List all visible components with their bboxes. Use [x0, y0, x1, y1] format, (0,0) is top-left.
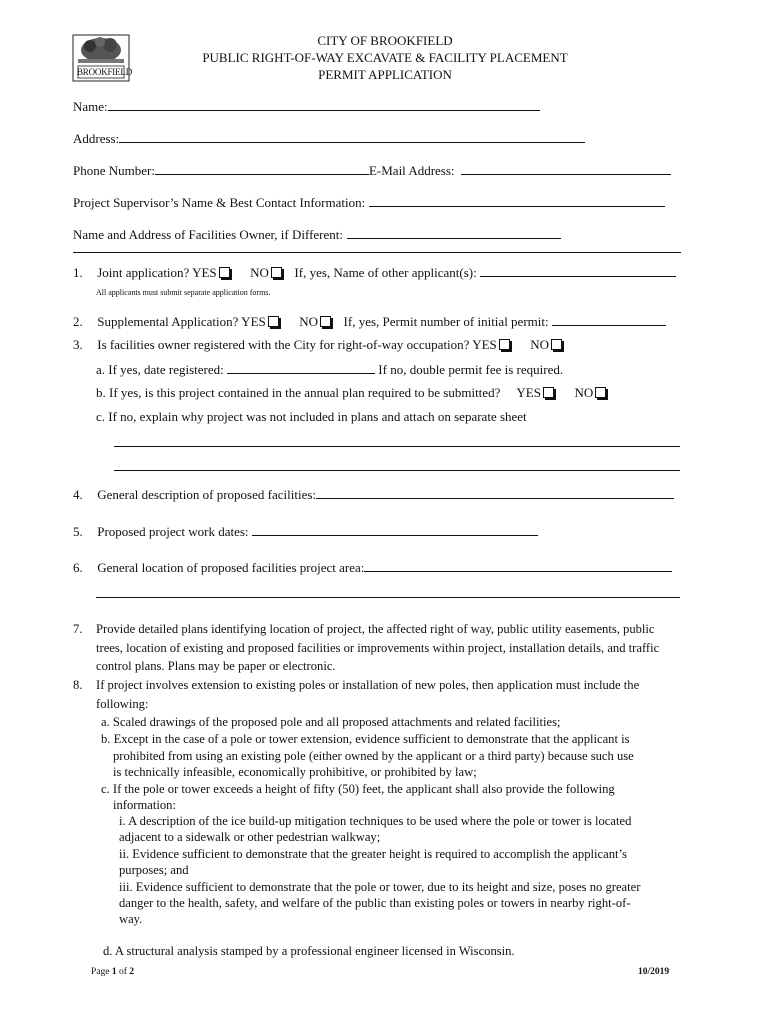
q3a-label: a. If yes, date registered: [96, 362, 224, 377]
name-row [73, 98, 540, 115]
q8ci-line-1: i. A description of the ice build-up mitigation techniques to be used where the pole or tower is located [119, 814, 632, 828]
q2-number: 2. [73, 314, 83, 329]
supervisor-field[interactable] [369, 194, 665, 207]
q1-label: Joint application? YES [97, 265, 217, 280]
q7-line-3: control plans. Plans may be paper or electronic. [96, 659, 336, 673]
q8cii-line-1: ii. Evidence sufficient to demonstrate that the greater height is required to accomplish the applicant’s [119, 847, 627, 861]
q3-yes-checkbox[interactable] [499, 339, 510, 350]
q3-no-checkbox[interactable] [551, 339, 562, 350]
q3b-yes-label: YES [516, 385, 541, 400]
q8ciii-line-2: danger to the health, safety, and welfare of the public than existing poles or towers in nearby right-of- [119, 896, 631, 910]
q8b-line-3: is technically infeasible, economically prohibitive, or prohibited by law; [113, 765, 477, 779]
q4-label: General description of proposed facilities: [97, 487, 317, 502]
q8d: d. A structural analysis stamped by a professional engineer licensed in Wisconsin. [103, 944, 515, 958]
logo-text: BROOKFIELD [77, 67, 133, 77]
page-of: of [118, 967, 127, 977]
q3b-yes-checkbox[interactable] [543, 387, 554, 398]
q7-line-2: trees, location of existing and proposed facilities or improvements within project, installation details, and traffic [96, 641, 660, 655]
q1-note: All applicants must submit separate application forms. [96, 288, 271, 297]
q3c-answer-line-1[interactable] [114, 446, 680, 447]
q2-label: Supplemental Application? YES [97, 314, 266, 329]
page-total: 2 [129, 967, 135, 977]
address-row [73, 130, 585, 147]
phone-label: Phone Number: [73, 163, 155, 178]
question-4 [73, 486, 674, 503]
q2-tail: If, yes, Permit number of initial permit: [343, 314, 549, 329]
question-3b [96, 385, 608, 401]
q1-no-label: NO [250, 265, 269, 280]
q6-number: 6. [73, 560, 83, 575]
question-3 [73, 337, 564, 353]
q6-label: General location of proposed facilities project area: [97, 560, 365, 575]
q8-number: 8. [73, 678, 83, 692]
owner-field[interactable] [347, 226, 561, 239]
q8-line-2: following: [96, 697, 149, 711]
q3-number: 3. [73, 337, 83, 352]
q8-line-1: If project involves extension to existing poles or installation of new poles, then application must include the [96, 678, 640, 692]
q3c-answer-line-2[interactable] [114, 470, 680, 471]
q8ciii-line-1: iii. Evidence sufficient to demonstrate that the pole or tower, due to its height and size, poses no greater [119, 880, 641, 894]
q7-number: 7. [73, 622, 83, 636]
q7-line-1: Provide detailed plans identifying location of project, the affected right of way, public utility easements, public [96, 622, 655, 636]
email-label: E-Mail Address: [368, 163, 455, 178]
q2-yes-checkbox[interactable] [268, 316, 279, 327]
question-2 [73, 313, 666, 330]
q3-no-label: NO [530, 337, 550, 352]
q3a-date-field[interactable] [227, 361, 375, 374]
phone-field[interactable] [155, 162, 369, 175]
q8b-line-1: b. Except in the case of a pole or tower extension, evidence sufficient to demonstrate that the applicant is [101, 732, 630, 746]
owner-row [73, 226, 561, 243]
q5-label: Proposed project work dates: [97, 524, 249, 539]
q3b-no-label: NO [574, 385, 594, 400]
q1-tail: If, yes, Name of other applicant(s): [294, 265, 477, 280]
page-number: 1 [111, 967, 117, 977]
address-label: Address: [73, 131, 120, 146]
q3a-tail: If no, double permit fee is required. [378, 362, 564, 377]
name-label: Name: [73, 99, 108, 114]
question-6 [73, 559, 672, 576]
q5-number: 5. [73, 524, 83, 539]
q2-no-label: NO [299, 314, 319, 329]
q3b-no-checkbox[interactable] [595, 387, 606, 398]
revision-date: 10/2019 [638, 967, 670, 977]
owner-field-line2[interactable] [73, 252, 681, 253]
q8ciii-line-3: way. [119, 912, 143, 926]
q8a: a. Scaled drawings of the proposed pole and all proposed attachments and related facilities; [101, 715, 561, 729]
q1-no-checkbox[interactable] [271, 267, 282, 278]
page-indicator [91, 967, 134, 977]
q6-location-field[interactable] [364, 559, 672, 572]
name-field[interactable] [108, 98, 540, 111]
supervisor-label: Project Supervisor’s Name & Best Contact Information: [73, 195, 366, 210]
q5-dates-field[interactable] [252, 523, 538, 536]
question-5 [73, 523, 538, 540]
q2-permit-field[interactable] [552, 313, 666, 326]
question-3c: c. If no, explain why project was not included in plans and attach on separate sheet [96, 409, 527, 424]
owner-label: Name and Address of Facilities Owner, if Different: [73, 227, 343, 242]
supervisor-row [73, 194, 665, 211]
email-field[interactable] [461, 162, 671, 175]
q1-applicant-field[interactable] [480, 264, 676, 277]
q3b-label: b. If yes, is this project contained in the annual plan required to be submitted? [96, 385, 501, 400]
q2-no-checkbox[interactable] [320, 316, 331, 327]
address-field[interactable] [119, 130, 585, 143]
q6-location-line2[interactable] [96, 597, 680, 598]
q4-number: 4. [73, 487, 83, 502]
header-subtitle: PERMIT APPLICATION [318, 67, 452, 82]
phone-email-row [73, 162, 671, 179]
q8b-line-2: prohibited from using an existing pole (either owned by the applicant or a third party) because such use [113, 749, 634, 763]
q4-description-field[interactable] [316, 486, 674, 499]
q1-yes-checkbox[interactable] [219, 267, 230, 278]
q8cii-line-2: purposes; and [119, 863, 189, 877]
question-1 [73, 264, 676, 281]
question-3a [96, 361, 563, 378]
q1-number: 1. [73, 265, 83, 280]
q3-label: Is facilities owner registered with the City for right-of-way occupation? YES [97, 337, 497, 352]
page-label: Page [91, 967, 110, 977]
header-city: CITY OF BROOKFIELD [317, 33, 453, 48]
q8c-line-1: c. If the pole or tower exceeds a height of fifty (50) feet, the applicant shall also provide the following [101, 782, 615, 796]
q8ci-line-2: adjacent to a sidewalk or other pedestrian walkway; [119, 830, 381, 844]
header-title: PUBLIC RIGHT-OF-WAY EXCAVATE & FACILITY PLACEMENT [202, 50, 568, 65]
q8c-line-2: information: [113, 798, 176, 812]
